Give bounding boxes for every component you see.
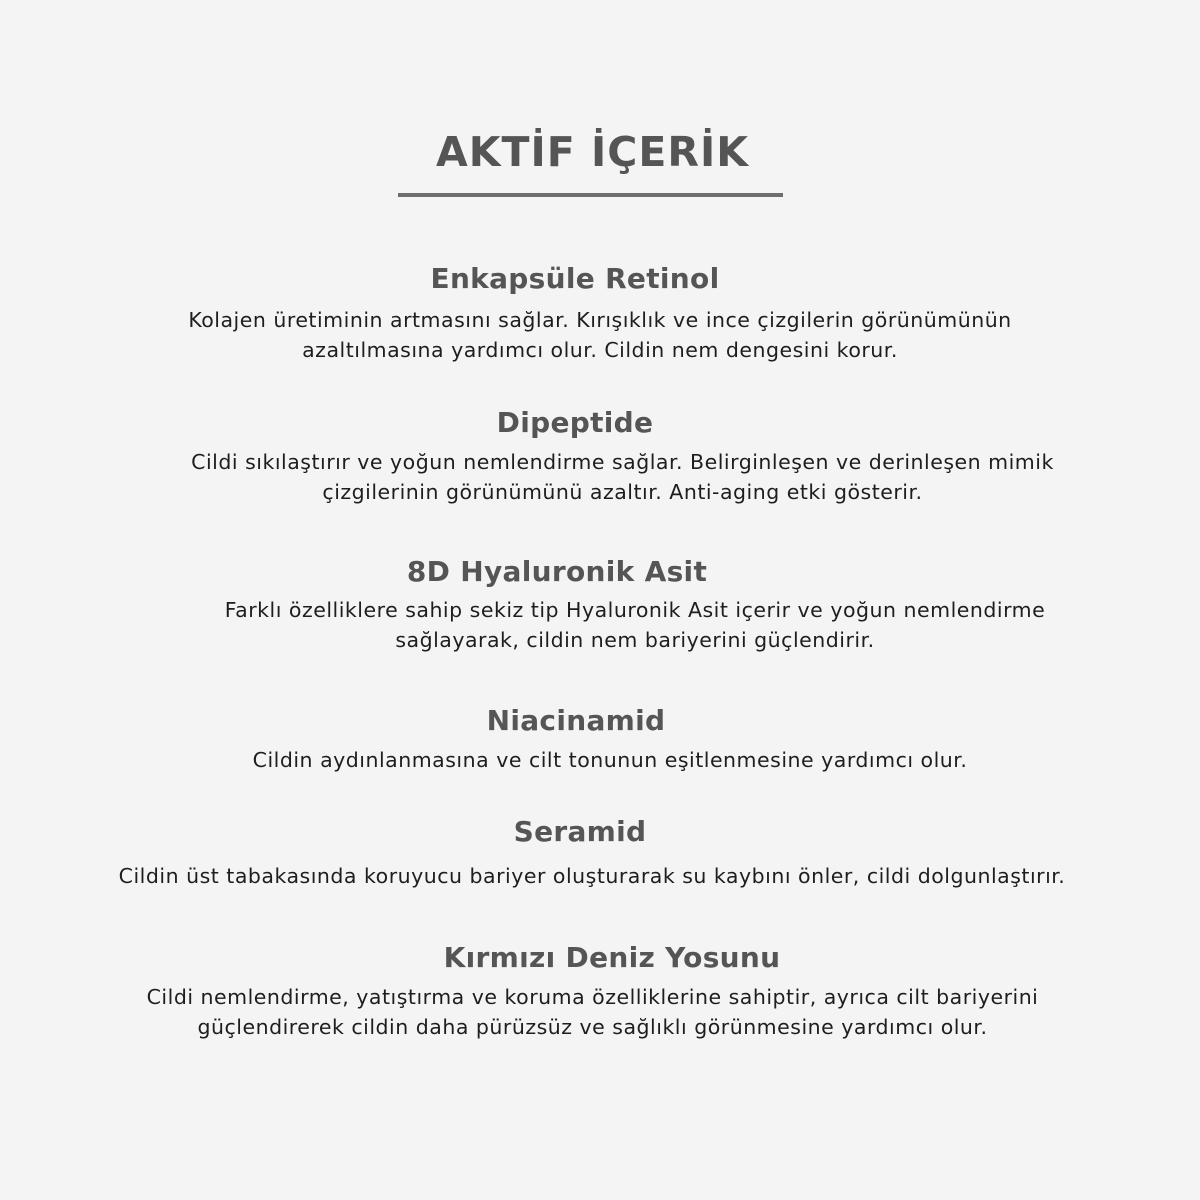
ingredient-description-hyaluronic-acid: Farklı özelliklere sahip sekiz tip Hyaluronik Asit içerir ve yoğun nemlendirme sağlayarak, cildin nem bariyerini güçlendirir.	[224, 598, 1046, 652]
ingredient-description-dipeptide: Cildi sıkılaştırır ve yoğun nemlendirme sağlar. Belirginleşen ve derinleşen mimik çizgilerinin görünümünü azaltır. Anti-aging etki gösterir.	[191, 450, 1054, 504]
ingredient-heading-niacinamid: Niacinamid	[486, 704, 666, 737]
page-title: AKTİF İÇERİK	[436, 128, 749, 176]
ingredient-heading-red-seaweed: Kırmızı Deniz Yosunu	[443, 941, 781, 974]
ingredient-description-retinol: Kolajen üretiminin artmasını sağlar. Kırışıklık ve ince çizgilerin görünümünün azaltılmasına yardımcı olur. Cildin nem dengesini korur.	[188, 308, 1012, 362]
title-divider	[398, 193, 783, 197]
ingredient-heading-retinol: Enkapsüle Retinol	[430, 262, 720, 295]
ingredient-heading-seramid: Seramid	[513, 815, 647, 848]
ingredient-description-red-seaweed: Cildi nemlendirme, yatıştırma ve koruma özelliklerine sahiptir, ayrıca cilt bariyerini güçlendirerek cildin daha pürüzsüz ve sağlıklı görünmesine yardımcı olur.	[146, 985, 1039, 1039]
ingredient-heading-dipeptide: Dipeptide	[496, 406, 654, 439]
ingredient-description-seramid: Cildin üst tabakasında koruyucu bariyer oluşturarak su kaybını önler, cildi dolgunlaştırır.	[118, 864, 1066, 888]
ingredient-heading-hyaluronic-acid: 8D Hyaluronik Asit	[406, 555, 708, 588]
ingredient-description-niacinamid: Cildin aydınlanmasına ve cilt tonunun eşitlenmesine yardımcı olur.	[252, 748, 968, 772]
